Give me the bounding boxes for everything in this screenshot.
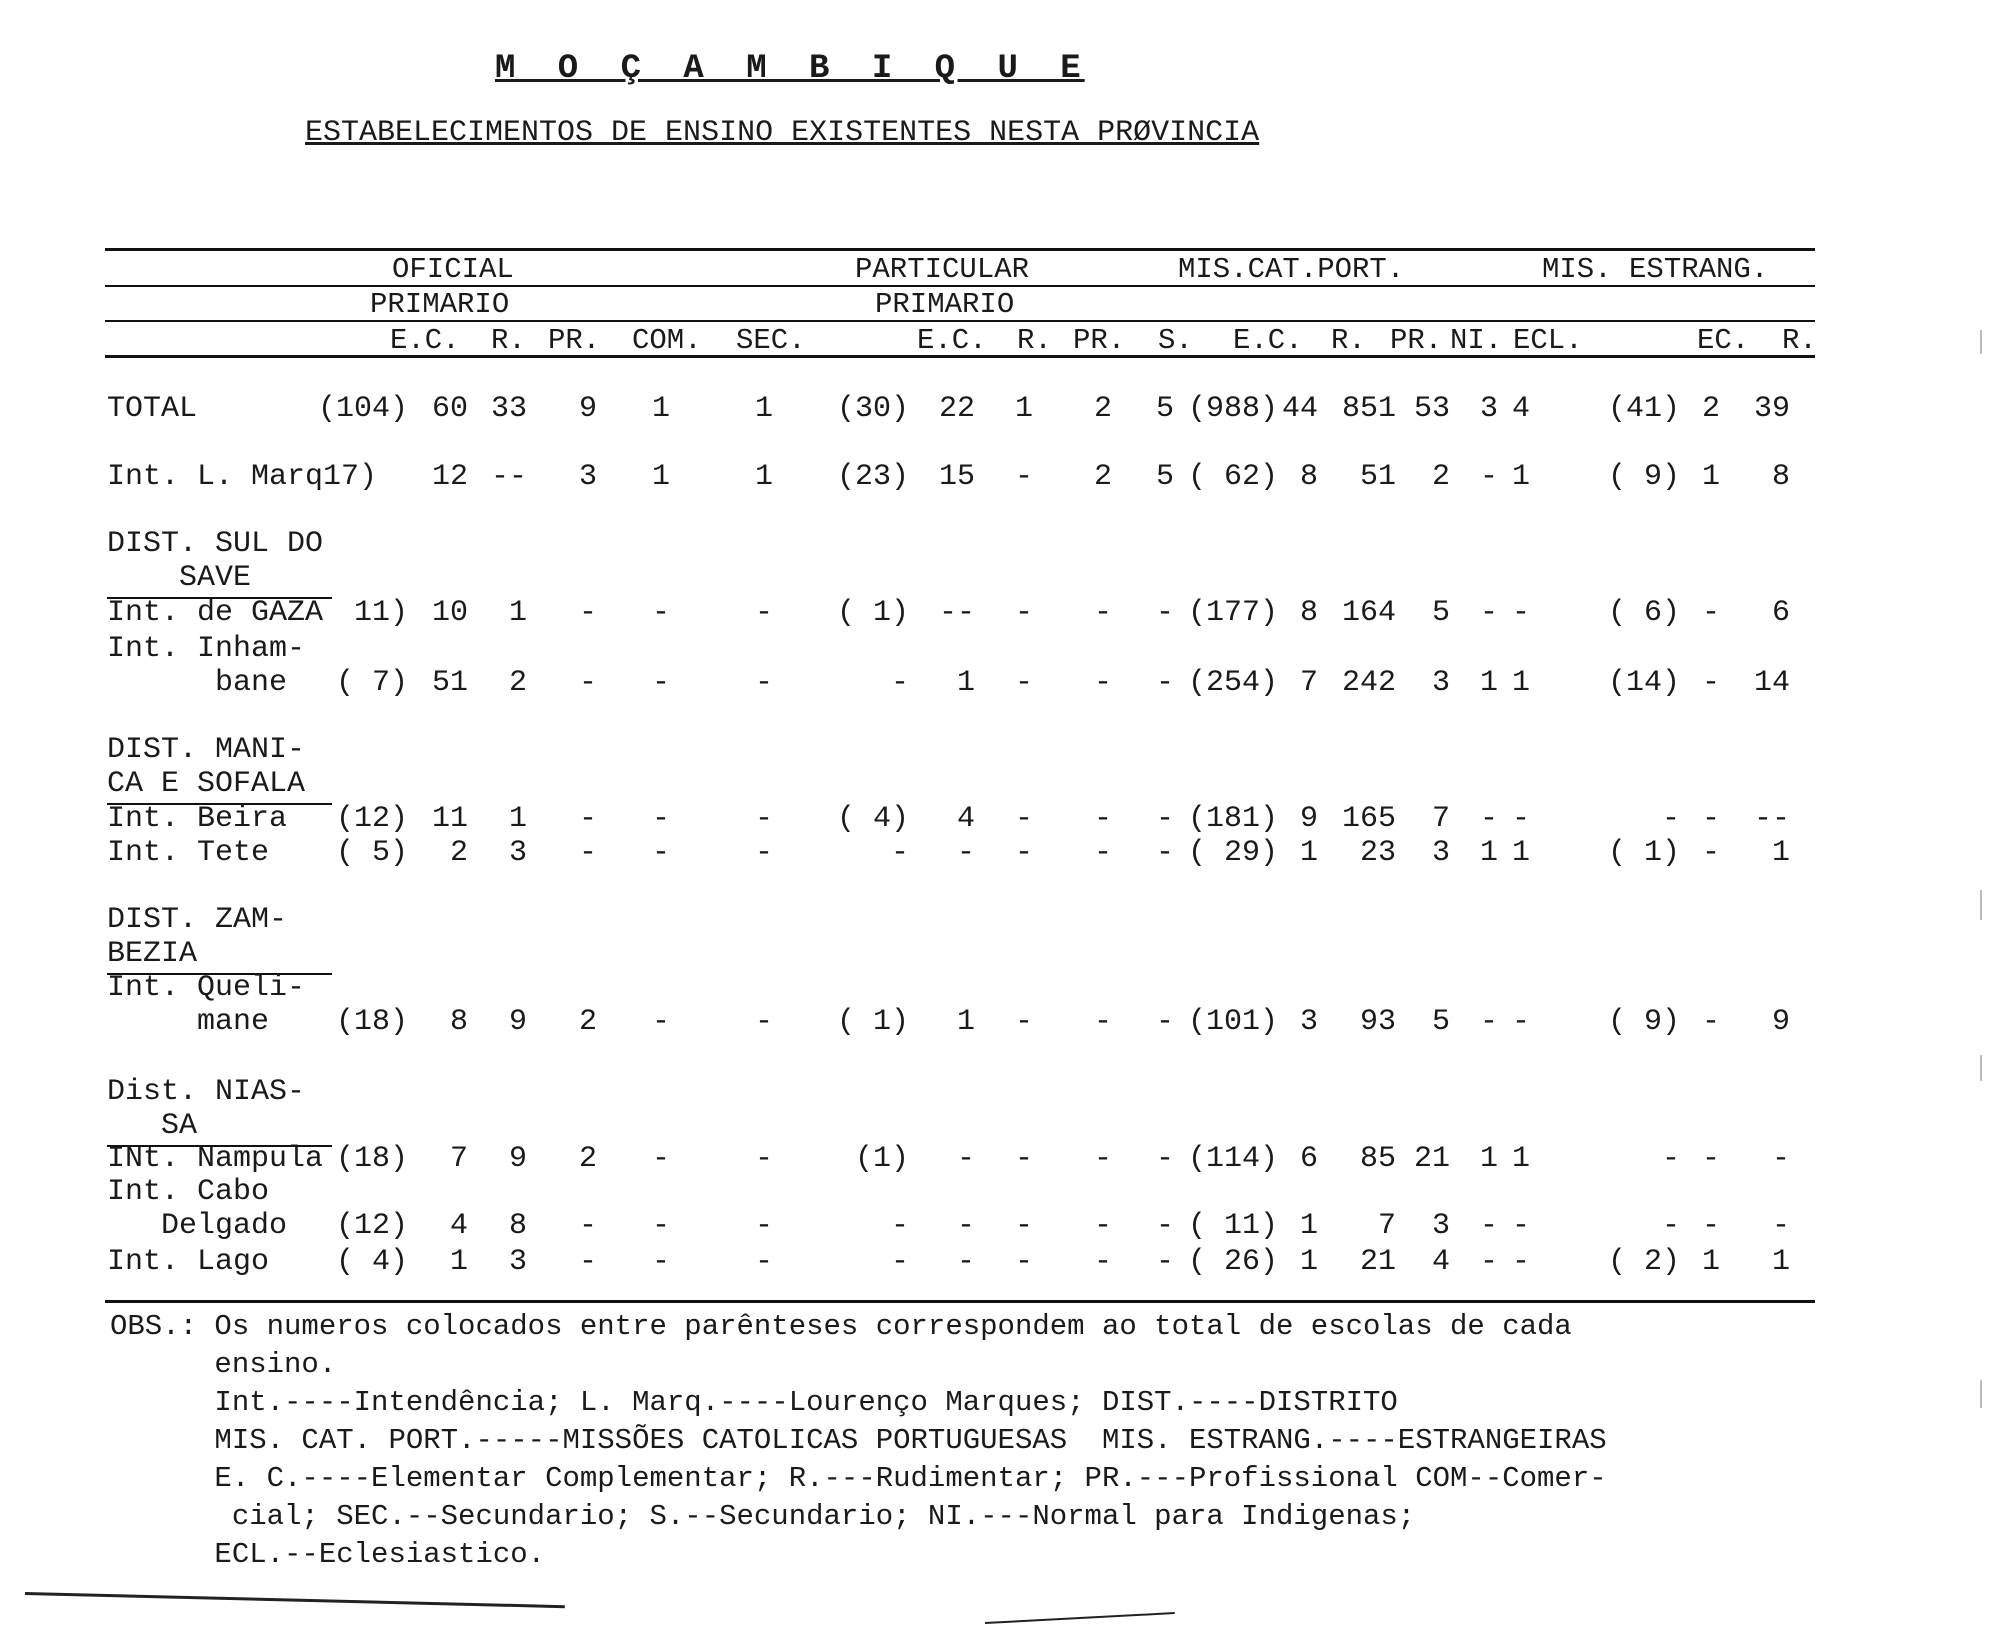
- table-cell: 53: [1413, 392, 1450, 426]
- margin-tick: [1980, 1380, 1982, 1408]
- table-cell: -: [651, 1245, 670, 1279]
- table-cell: (18): [335, 1005, 408, 1039]
- table-cell: -: [1014, 460, 1033, 494]
- column-header: S.: [1158, 324, 1193, 357]
- table-cell: -: [754, 596, 773, 630]
- table-cell: -: [754, 836, 773, 870]
- table-cell: 8: [1299, 596, 1318, 630]
- table-cell: 39: [1753, 392, 1790, 426]
- column-header: E.C.: [1233, 324, 1303, 357]
- row-label: TOTAL: [107, 392, 198, 426]
- page-title: M O Ç A M B I Q U E: [495, 50, 1085, 88]
- table-cell: ( 9): [1607, 460, 1680, 494]
- table-cell: 3: [1479, 392, 1498, 426]
- table-cell: 15: [938, 460, 975, 494]
- table-cell: --: [490, 460, 527, 494]
- table-cell: -: [1479, 596, 1498, 630]
- table-cell: (23): [836, 460, 909, 494]
- table-cell: 9: [508, 1142, 527, 1176]
- table-cell: -: [651, 1209, 670, 1243]
- table-cell: ( 26): [1187, 1245, 1278, 1279]
- table-cell: -: [754, 1209, 773, 1243]
- table-cell: 1: [651, 392, 670, 426]
- table-cell: 2: [578, 1142, 597, 1176]
- table-cell: -: [1511, 1005, 1530, 1039]
- row-label: Int. L. Marq17): [107, 460, 378, 494]
- observation-line: ensino.: [110, 1348, 337, 1381]
- column-header: R.: [1782, 324, 1817, 357]
- table-cell: -: [1155, 596, 1174, 630]
- table-cell: -: [1479, 802, 1498, 836]
- table-cell: 6: [1299, 1142, 1318, 1176]
- table-cell: (181): [1187, 802, 1278, 836]
- table-cell: -: [1155, 666, 1174, 700]
- table-cell: -: [890, 1209, 909, 1243]
- header-oficial: OFICIAL: [392, 253, 514, 286]
- table-cell: -: [1771, 1142, 1790, 1176]
- table-cell: -: [956, 1142, 975, 1176]
- table-cell: 9: [1299, 802, 1318, 836]
- table-cell: ( 1): [836, 596, 909, 630]
- table-cell: 7: [1299, 666, 1318, 700]
- row-label: Int. de GAZA: [107, 596, 324, 630]
- table-cell: 1: [754, 460, 773, 494]
- table-cell: (18): [335, 1142, 408, 1176]
- table-cell: 1: [1701, 1245, 1720, 1279]
- table-cell: 1: [1299, 836, 1318, 870]
- table-cell: -: [651, 1005, 670, 1039]
- column-header: EC.: [1697, 324, 1750, 357]
- table-cell: -: [578, 1209, 597, 1243]
- table-cell: (30): [836, 392, 909, 426]
- table-cell: -: [1155, 1142, 1174, 1176]
- table-top-rule: [105, 248, 1815, 251]
- table-cell: -: [651, 666, 670, 700]
- table-cell: ( 4): [836, 802, 909, 836]
- table-cell: (1): [854, 1142, 909, 1176]
- table-cell: 51: [1359, 460, 1396, 494]
- table-cell: -: [890, 666, 909, 700]
- table-cell: -: [1701, 1209, 1720, 1243]
- observation-line: E. C.----Elementar Complementar; R.---Rudimentar; PR.---Profissional COM--Comer-: [110, 1462, 1607, 1495]
- table-cell: ( 7): [335, 666, 408, 700]
- table-cell: 9: [1771, 1005, 1790, 1039]
- table-cell: 1: [449, 1245, 468, 1279]
- row-label: Int. Beira: [107, 802, 288, 836]
- table-cell: -: [754, 802, 773, 836]
- table-cell: 3: [578, 460, 597, 494]
- table-cell: 93: [1359, 1005, 1396, 1039]
- table-cell: 8: [449, 1005, 468, 1039]
- table-cell: 3: [508, 836, 527, 870]
- table-cell: (114): [1187, 1142, 1278, 1176]
- table-cell: 8: [1771, 460, 1790, 494]
- table-cell: 7: [1431, 802, 1450, 836]
- observation-line: ECL.--Eclesiastico.: [110, 1538, 546, 1571]
- table-cell: -: [578, 666, 597, 700]
- table-cell: -: [651, 1142, 670, 1176]
- table-cell: -: [1014, 596, 1033, 630]
- header-mis-estrang: MIS. ESTRANG.: [1542, 253, 1769, 286]
- table-cell: -: [1014, 836, 1033, 870]
- table-cell: 6: [1771, 596, 1790, 630]
- table-cell: -: [890, 1245, 909, 1279]
- table-cell: -: [754, 1005, 773, 1039]
- column-header: E.C.: [917, 324, 987, 357]
- table-cell: -: [1093, 666, 1112, 700]
- table-cell: -: [1093, 1245, 1112, 1279]
- row-label: Int. Tete: [107, 836, 270, 870]
- table-cell: 22: [938, 392, 975, 426]
- table-cell: 2: [508, 666, 527, 700]
- table-cell: (101): [1187, 1005, 1278, 1039]
- district-heading: SA: [107, 1109, 198, 1143]
- table-cell: 2: [1093, 460, 1112, 494]
- table-cell: -: [1479, 460, 1498, 494]
- table-cell: 3: [1431, 666, 1450, 700]
- table-cell: --: [938, 596, 975, 630]
- table-cell: 2: [449, 836, 468, 870]
- row-label: bane: [107, 666, 288, 700]
- header-particular-primario: PRIMARIO: [875, 288, 1015, 321]
- table-cell: ( 29): [1187, 836, 1278, 870]
- table-cell: 5: [1431, 596, 1450, 630]
- row-label: Delgado: [107, 1209, 288, 1243]
- table-cell: 1: [508, 802, 527, 836]
- table-cell: ( 1): [836, 1005, 909, 1039]
- table-cell: -: [1661, 1209, 1680, 1243]
- table-cell: 21: [1359, 1245, 1396, 1279]
- column-header: SEC.: [736, 324, 806, 357]
- table-cell: 1: [1511, 1142, 1530, 1176]
- table-cell: -: [890, 836, 909, 870]
- table-cell: -: [1701, 1142, 1720, 1176]
- table-cell: 14: [1753, 666, 1790, 700]
- scan-edge-mark-center: [985, 1612, 1175, 1624]
- district-heading: CA E SOFALA: [107, 767, 306, 801]
- table-cell: -: [1155, 802, 1174, 836]
- table-cell: -: [651, 802, 670, 836]
- table-cell: 3: [508, 1245, 527, 1279]
- table-bottom-rule: [105, 1300, 1815, 1303]
- table-cell: -: [754, 1142, 773, 1176]
- header-mis-cat-port: MIS.CAT.PORT.: [1178, 253, 1405, 286]
- row-label: Int. Lago: [107, 1245, 270, 1279]
- table-cell: -: [1093, 1209, 1112, 1243]
- table-cell: -: [1155, 1005, 1174, 1039]
- row-label: mane: [107, 1005, 270, 1039]
- table-cell: -: [578, 836, 597, 870]
- observation-line: MIS. CAT. PORT.-----MISSÕES CATOLICAS PORTUGUESAS MIS. ESTRANG.----ESTRANGEIRAS: [110, 1424, 1607, 1457]
- margin-tick: [1980, 1055, 1982, 1081]
- table-cell: -: [1701, 1005, 1720, 1039]
- table-cell: 5: [1155, 460, 1174, 494]
- table-cell: (12): [335, 802, 408, 836]
- table-cell: 4: [956, 802, 975, 836]
- table-cell: 1: [1479, 666, 1498, 700]
- table-cell: -: [1511, 1245, 1530, 1279]
- table-cell: (104): [317, 392, 408, 426]
- table-cell: 51: [431, 666, 468, 700]
- table-cell: (41): [1607, 392, 1680, 426]
- row-label: INt. Nampula: [107, 1142, 324, 1176]
- observation-line: Int.----Intendência; L. Marq.----Lourenço Marques; DIST.----DISTRITO: [110, 1386, 1398, 1419]
- district-heading: Dist. NIAS-: [107, 1075, 306, 1109]
- district-heading: DIST. MANI-: [107, 733, 306, 767]
- table-cell: ( 11): [1187, 1209, 1278, 1243]
- table-cell: 9: [508, 1005, 527, 1039]
- table-cell: -: [956, 1209, 975, 1243]
- table-cell: 23: [1359, 836, 1396, 870]
- table-cell: -: [1014, 666, 1033, 700]
- table-cell: 7: [1377, 1209, 1396, 1243]
- row-label: Int. Cabo: [107, 1175, 270, 1209]
- table-cell: -: [578, 596, 597, 630]
- table-cell: 851: [1341, 392, 1396, 426]
- table-cell: 3: [1431, 1209, 1450, 1243]
- table-cell: -: [1155, 1245, 1174, 1279]
- column-header: ECL.: [1513, 324, 1583, 357]
- table-cell: -: [754, 1245, 773, 1279]
- table-cell: 60: [431, 392, 468, 426]
- table-cell: (177): [1187, 596, 1278, 630]
- table-cell: 1: [1511, 836, 1530, 870]
- margin-tick: [1980, 330, 1982, 354]
- table-cell: 2: [1093, 392, 1112, 426]
- table-cell: 12: [431, 460, 468, 494]
- column-header: PR.: [1073, 324, 1126, 357]
- table-cell: 1: [1511, 666, 1530, 700]
- table-cell: -: [956, 1245, 975, 1279]
- column-header: PR.: [1390, 324, 1443, 357]
- row-label: Int. Inham-: [107, 632, 306, 666]
- table-cell: 5: [1155, 392, 1174, 426]
- district-heading: DIST. ZAM-: [107, 903, 288, 937]
- table-cell: 1: [1701, 460, 1720, 494]
- table-cell: 11): [353, 596, 408, 630]
- table-cell: ( 6): [1607, 596, 1680, 630]
- table-cell: -: [1511, 596, 1530, 630]
- table-cell: -: [578, 802, 597, 836]
- table-cell: -: [1155, 1209, 1174, 1243]
- table-cell: 1: [1771, 836, 1790, 870]
- table-cell: 4: [449, 1209, 468, 1243]
- table-cell: -: [1014, 1142, 1033, 1176]
- table-cell: 8: [508, 1209, 527, 1243]
- table-cell: ( 2): [1607, 1245, 1680, 1279]
- table-cell: -: [1701, 802, 1720, 836]
- table-cell: 85: [1359, 1142, 1396, 1176]
- table-cell: -: [1511, 1209, 1530, 1243]
- observation-line: OBS.: Os numeros colocados entre parênteses correspondem ao total de escolas de cada: [110, 1310, 1572, 1343]
- table-cell: 1: [956, 1005, 975, 1039]
- table-cell: -: [1701, 596, 1720, 630]
- table-cell: 2: [1431, 460, 1450, 494]
- table-cell: -: [1093, 802, 1112, 836]
- column-header: R.: [491, 324, 526, 357]
- table-cell: -: [578, 1245, 597, 1279]
- table-cell: -: [1479, 1005, 1498, 1039]
- table-cell: -: [1093, 1005, 1112, 1039]
- table-cell: 164: [1341, 596, 1396, 630]
- table-cell: 1: [651, 460, 670, 494]
- table-cell: -: [1479, 1245, 1498, 1279]
- table-cell: -: [1014, 1209, 1033, 1243]
- table-cell: 1: [1511, 460, 1530, 494]
- table-cell: 44: [1281, 392, 1318, 426]
- header-particular: PARTICULAR: [855, 253, 1030, 286]
- table-cell: 9: [578, 392, 597, 426]
- observation-line: cial; SEC.--Secundario; S.--Secundario; NI.---Normal para Indigenas;: [110, 1500, 1416, 1533]
- table-cell: ( 62): [1187, 460, 1278, 494]
- table-cell: (14): [1607, 666, 1680, 700]
- table-cell: -: [1771, 1209, 1790, 1243]
- district-heading: BEZIA: [107, 937, 198, 971]
- table-cell: 33: [490, 392, 527, 426]
- table-cell: -: [1093, 596, 1112, 630]
- table-cell: ( 1): [1607, 836, 1680, 870]
- table-cell: 165: [1341, 802, 1396, 836]
- table-cell: 242: [1341, 666, 1396, 700]
- margin-tick: [1980, 890, 1982, 920]
- table-cell: -: [1661, 802, 1680, 836]
- column-header: R.: [1331, 324, 1366, 357]
- table-cell: 1: [1014, 392, 1033, 426]
- table-cell: 2: [1701, 392, 1720, 426]
- table-cell: -: [1155, 836, 1174, 870]
- district-heading: DIST. SUL DO: [107, 527, 324, 561]
- table-cell: 7: [449, 1142, 468, 1176]
- table-cell: 1: [754, 392, 773, 426]
- table-cell: -: [1479, 1209, 1498, 1243]
- table-cell: 4: [1511, 392, 1530, 426]
- table-cell: 1: [1479, 1142, 1498, 1176]
- column-header: R.: [1017, 324, 1052, 357]
- table-cell: -: [651, 596, 670, 630]
- table-cell: 1: [1771, 1245, 1790, 1279]
- table-cell: -: [1014, 802, 1033, 836]
- table-cell: -: [1701, 666, 1720, 700]
- header-oficial-primario: PRIMARIO: [370, 288, 510, 321]
- column-header: NI.: [1450, 324, 1503, 357]
- table-cell: 5: [1431, 1005, 1450, 1039]
- column-header: COM.: [632, 324, 702, 357]
- table-cell: (988): [1187, 392, 1278, 426]
- table-cell: 21: [1413, 1142, 1450, 1176]
- table-cell: 10: [431, 596, 468, 630]
- table-cell: -: [1701, 836, 1720, 870]
- table-cell: (12): [335, 1209, 408, 1243]
- table-cell: 1: [1299, 1209, 1318, 1243]
- district-heading: SAVE: [107, 561, 252, 595]
- table-cell: 3: [1299, 1005, 1318, 1039]
- table-cell: -: [956, 836, 975, 870]
- table-cell: ( 9): [1607, 1005, 1680, 1039]
- table-cell: -: [1014, 1005, 1033, 1039]
- table-cell: -: [651, 836, 670, 870]
- table-cell: 3: [1431, 836, 1450, 870]
- table-cell: -: [1093, 836, 1112, 870]
- table-cell: 1: [508, 596, 527, 630]
- table-cell: 1: [1479, 836, 1498, 870]
- table-cell: -: [1661, 1142, 1680, 1176]
- table-cell: 11: [431, 802, 468, 836]
- table-cell: -: [1014, 1245, 1033, 1279]
- table-cell: 4: [1431, 1245, 1450, 1279]
- table-cell: 2: [578, 1005, 597, 1039]
- table-cell: ( 4): [335, 1245, 408, 1279]
- table-cell: 8: [1299, 460, 1318, 494]
- column-header: E.C.: [390, 324, 460, 357]
- column-header: PR.: [548, 324, 601, 357]
- page-subtitle: ESTABELECIMENTOS DE ENSINO EXISTENTES NESTA PRØVINCIA: [305, 116, 1260, 150]
- table-cell: 1: [956, 666, 975, 700]
- table-cell: (254): [1187, 666, 1278, 700]
- table-cell: -: [1093, 1142, 1112, 1176]
- table-cell: -: [1511, 802, 1530, 836]
- table-cell: -: [754, 666, 773, 700]
- table-cell: ( 5): [335, 836, 408, 870]
- scan-edge-mark-left: [25, 1592, 565, 1608]
- row-label: Int. Queli-: [107, 971, 306, 1005]
- table-cell: 1: [1299, 1245, 1318, 1279]
- table-cell: --: [1753, 802, 1790, 836]
